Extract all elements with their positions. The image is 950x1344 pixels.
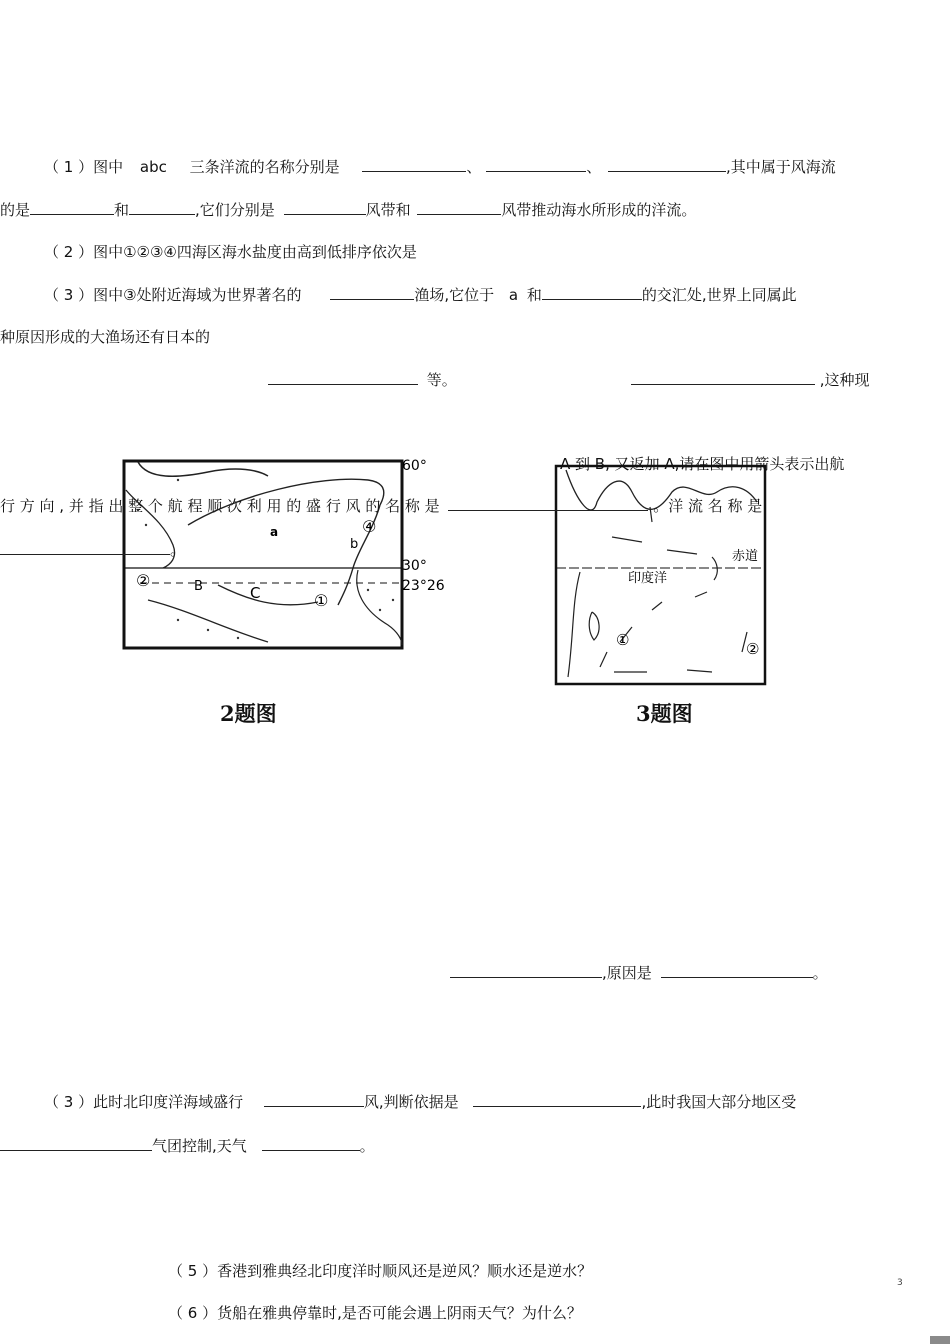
answer-blank[interactable] — [448, 496, 648, 511]
q3-line1 — [44, 285, 797, 305]
corner-mark — [930, 1336, 950, 1344]
answer-blank[interactable] — [486, 157, 586, 172]
overlay-line3 — [0, 540, 185, 560]
q3-line3a — [268, 370, 457, 390]
q1-wind-current: ,其中属于风海流 — [726, 158, 836, 176]
q1-line1 — [44, 157, 836, 177]
current-B-label: B — [194, 579, 203, 594]
reason-text: 。 — [812, 964, 828, 982]
answer-blank[interactable] — [661, 963, 813, 978]
separator: 、 — [586, 158, 602, 176]
q3-line2: 种原因形成的大渔场还有日本的 — [0, 328, 211, 346]
q3-text: 的交汇处,世界上同属此 — [641, 286, 797, 304]
q2-line: （ 2 ）图中①②③④四海区海水盐度由高到低排序依次是 — [44, 243, 417, 261]
answer-blank[interactable] — [30, 200, 114, 215]
answer-blank[interactable] — [473, 1092, 641, 1107]
figure-2-caption: 2题图 — [220, 701, 277, 726]
q5-line: （ 5 ）香港到雅典经北印度洋时顺风还是逆风？顺水还是逆水？ — [168, 1262, 593, 1280]
answer-blank[interactable] — [129, 200, 195, 215]
equator-label: 赤道 — [732, 549, 759, 564]
answer-blank[interactable] — [262, 1136, 360, 1151]
answer-blank[interactable] — [631, 370, 815, 385]
q3-line3b — [631, 370, 870, 390]
q1-text: 的是 — [0, 201, 31, 219]
q1-line2 — [0, 200, 696, 220]
q3b-text: 风,判断依据是 — [363, 1093, 459, 1111]
answer-blank[interactable] — [450, 963, 602, 978]
page-number: 3 — [897, 1278, 903, 1288]
q3b-text: 。 — [359, 1137, 375, 1155]
q3-text: ,这种现 — [819, 371, 870, 389]
label-60: 60° — [402, 458, 427, 474]
q1-current-names: 三条洋流的名称分别是 — [189, 158, 340, 176]
q3b-line2 — [0, 1136, 375, 1156]
answer-blank[interactable] — [268, 370, 418, 385]
marker-1: ① — [314, 591, 329, 610]
q3-text: （ 3 ）图中③处附近海域为世界著名的 — [44, 286, 302, 304]
overlay-text: 行 方 向 , 并 指 出 整 个 航 程 顺 次 利 用 的 盛 行 风 的 名 称 是 — [0, 497, 440, 515]
q3b-line1 — [44, 1092, 796, 1112]
q6-line: （ 6 ）货船在雅典停靠时,是否可能会遇上阴雨天气？为什么？ — [168, 1304, 582, 1322]
q1-text: 风带推动海水所形成的洋流。 — [501, 201, 697, 219]
q3b-text: 气团控制,天气 — [152, 1137, 247, 1155]
label-2326: 23°26 — [402, 578, 445, 594]
current-b-label: b — [350, 537, 359, 552]
reason-text: ,原因是 — [602, 964, 652, 982]
q1-prefix: （ 1 ）图中 — [44, 158, 124, 176]
overlay-text: 。 — [170, 541, 186, 559]
answer-blank[interactable] — [417, 200, 501, 215]
q3-text: 和 — [526, 286, 542, 304]
q3b-text: ,此时我国大部分地区受 — [641, 1093, 797, 1111]
figure-3-caption: 3题图 — [636, 701, 693, 726]
answer-blank[interactable] — [264, 1092, 364, 1107]
overlay-line1: A 到 B, 又返加 A,请在图中用箭头表示出航 — [560, 455, 845, 473]
answer-blank[interactable] — [542, 285, 642, 300]
marker-4: ④ — [362, 517, 377, 536]
q3-text: 渔场,它位于 — [414, 286, 495, 304]
ocean-label: 印度洋 — [628, 571, 668, 586]
q1-text: ,它们分别是 — [195, 201, 275, 219]
q3b-text: （ 3 ）此时北印度洋海域盛行 — [44, 1093, 244, 1111]
answer-blank[interactable] — [284, 200, 366, 215]
label-30: 30° — [402, 558, 427, 574]
marker-1: ① — [616, 631, 630, 649]
current-a-label: a — [270, 525, 279, 539]
q1-text: 风带和 — [365, 201, 411, 219]
q1-abc: abc — [139, 158, 167, 176]
q3-text: a — [508, 286, 519, 304]
separator: 、 — [466, 158, 482, 176]
answer-blank[interactable] — [330, 285, 414, 300]
overlay-line2 — [0, 496, 762, 516]
q3-text: 等。 — [426, 371, 457, 389]
answer-blank[interactable] — [0, 1136, 152, 1151]
marker-2: ② — [136, 571, 151, 590]
q1-text: 和 — [114, 201, 130, 219]
answer-blank[interactable] — [0, 540, 170, 555]
answer-blank[interactable] — [608, 157, 726, 172]
overlay-text: 。洋 流 名 称 是 — [653, 497, 763, 515]
reason-line — [450, 963, 828, 983]
marker-2: ② — [746, 640, 760, 658]
answer-blank[interactable] — [362, 157, 466, 172]
current-C-label: C — [250, 584, 261, 602]
